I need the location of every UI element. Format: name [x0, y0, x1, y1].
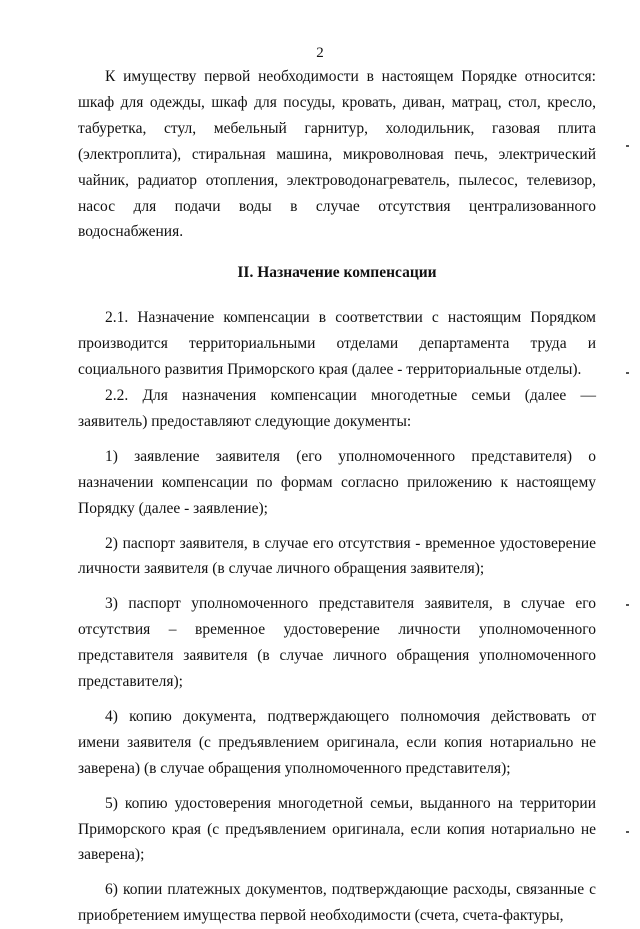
- list-item-4: 4) копию документа, подтверждающего полномочия действовать от имени заявителя (с предъявлением оригинала, если копия нотариально не заверена) (в случае обращения уполномоченного представителя);: [78, 707, 596, 777]
- section-title: II. Назначение компенсации: [237, 264, 437, 282]
- intro-paragraph: К имуществу первой необходимости в настоящем Порядке относится: шкаф для одежды, шкаф для посуды, кровать, диван, матрац, стол, кресло, табуретка, стул, мебельный гарнитур, холодильник, газовая плита (электроплита), стиральная машина, микроволновая печь, электрический чайник, радиатор отопления, электроводонагреватель, пылесос, телевизор, насос для подачи воды в случае отсутствия централизованного водоснабжения.: [78, 68, 596, 241]
- list-item-1: 1) заявление заявителя (его уполномоченного представителя) о назначении компенсации по формам согласно приложению к настоящему Порядку (далее - заявление);: [78, 447, 596, 517]
- page-number: 2: [316, 45, 324, 61]
- list-item-3: 3) паспорт уполномоченного представителя заявителя, в случае его отсутствия – временное удостоверение личности уполномоченного представителя заявителя (в случае личного обращения уполномоченного представителя);: [78, 595, 596, 691]
- document-body: [78, 64, 596, 929]
- scan-mark: [626, 372, 629, 374]
- list-item-2: 2) паспорт заявителя, в случае его отсутствия - временное удостоверение личности заявителя (в случае личного обращения заявителя);: [78, 534, 596, 578]
- scan-mark: [626, 831, 629, 833]
- scan-mark: [626, 145, 629, 147]
- paragraph-2-2: 2.2. Для назначения компенсации многодетные семьи (далее — заявитель) предоставляют следующие документы:: [78, 386, 596, 430]
- list-item-5: 5) копию удостоверения многодетной семьи, выданного на территории Приморского края (с предъявлением оригинала, если копия нотариально не заверена);: [78, 794, 596, 864]
- scan-mark: [626, 604, 629, 606]
- list-item-6: 6) копии платежных документов, подтверждающие расходы, связанные с приобретением имущества первой необходимости (счета, счета-фактуры,: [78, 881, 596, 925]
- paragraph-2-1: 2.1. Назначение компенсации в соответствии с настоящим Порядком производится территориальными отделами департамента труда и социального развития Приморского края (далее - территориальные отделы).: [78, 309, 596, 379]
